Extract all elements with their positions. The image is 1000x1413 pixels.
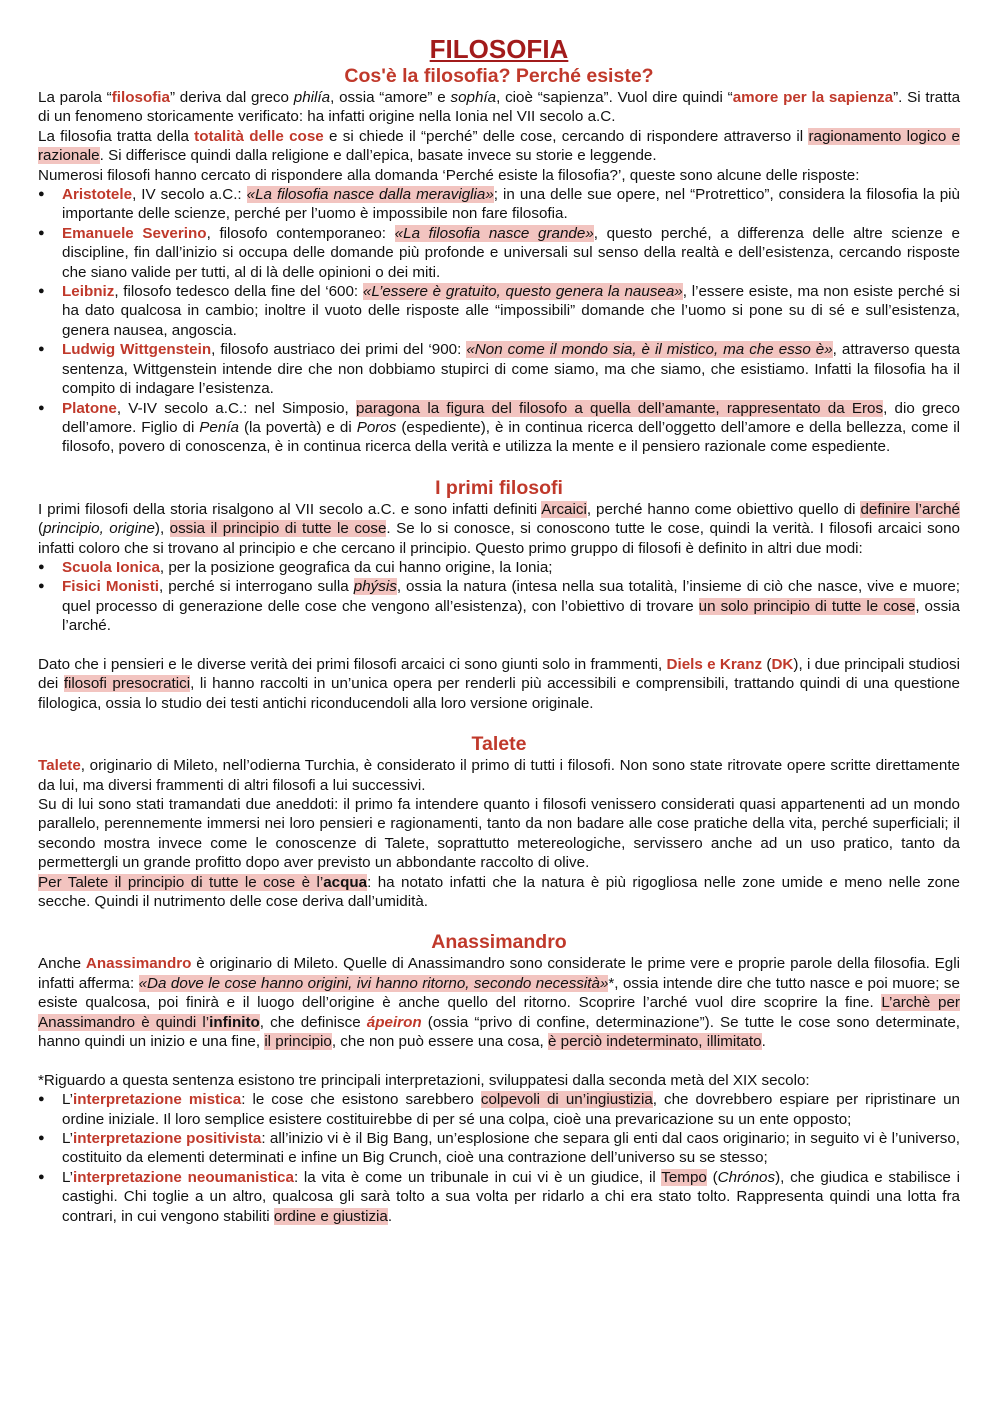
list-item-interpretazione-mistica: ● L’interpretazione mistica: le cose che esistono sarebbero colpevoli di un’ingiustizia, che dovrebbero espiare per ripristinare un ordine iniziale. Il loro semplice esistere costituirebbe di per sé una colpa, cioè una prevaricazione su un ente opposto; <box>38 1090 960 1129</box>
paragraph-talete-intro: Talete, originario di Mileto, nell’odierna Turchia, è considerato il primo di tutti i filosofi. Non sono state ritrovate opere scritte direttamente da lui, ma diversi frammenti di altri filosofi a lui successivi. <box>38 757 960 794</box>
list-item-interpretazione-positivista: ● L’interpretazione positivista: all’inizio vi è il Big Bang, un’esplosione che separa gli enti dal caos originario; in seguito vi è l’universo, costituito da elementi determinati e infine un Big Crunch, cioè una contrazione dell’universo su se stesso; <box>38 1129 960 1168</box>
list-item-interpretazione-neoumanistica: ● L’interpretazione neoumanistica: la vita è come un tribunale in cui vi è un giudice, il Tempo (Chrónos), che giudica e stabilisce i castighi. Chi toglie a un altro, qualcosa gli sarà tolto a sua volta per ridarlo a chi era stato tolto. Rappresenta quindi una lotta fra contrari, in cui vengono stabiliti ordine e giustizia. <box>38 1168 960 1226</box>
list-item-fisici-monisti: ● Fisici Monisti, perché si interrogano sulla phýsis, ossia la natura (intesa nella sua totalità, l’insieme di ciò che nasce, vive e muore; quel processo di generazione delle cose che vengono all’esistenza), con l’obiettivo di trovare un solo principio di tutte le cose, ossia l’arché. <box>38 577 960 635</box>
paragraph-interpretations-intro: *Riguardo a questa sentenza esistono tre principali interpretazioni, sviluppatesi dalla seconda metà del XIX secolo: <box>38 1071 810 1089</box>
philosophers-answers-list <box>38 185 960 457</box>
paragraph-diels-kranz: Dato che i pensieri e le diverse verità dei primi filosofi arcaici ci sono giunti solo in frammenti, Diels e Kranz (DK), i due principali studiosi dei filosofi presocratici, li hanno raccolti in un’unica opera per renderli più accessibili e comprensibili, trattando quindi di una questione filologica, ossia lo studio dei testi antichi riconducendoli alla loro versione originale. <box>38 655 960 712</box>
paragraph-etymology: La parola “filosofia” deriva dal greco philía, ossia “amore” e sophía, cioè “sapienza”. Vuol dire quindi “amore per la sapienza”. Si tratta di un fenomeno storicamente verificato: ha infatti origine nella Ionia nel VII secolo a.C. <box>38 89 961 126</box>
list-item-wittgenstein: ● Ludwig Wittgenstein, filosofo austriaco dei primi del ‘900: «Non come il mondo sia, è il mistico, ma che esso è», attraverso questa sentenza, Wittgenstein intende dire che non dobbiamo stupirci di come siamo, ma che siamo, che esistiamo. Infatti la filosofia ha il compito di indagare l’esistenza. <box>38 340 960 398</box>
list-item-severino: ● Emanuele Severino, filosofo contemporaneo: «La filosofia nasce grande», questo perché, a differenza delle altre scienze e discipline, fin dall’inizio si occupa delle domande più profonde e universali sul senso della realtà e dell’esistenza, cercando risposte che siano valide per tutti, al di là delle opinioni o dei miti. <box>38 224 960 282</box>
section-heading-anassimandro: Anassimandro <box>431 931 567 954</box>
section-heading-talete: Talete <box>471 733 527 756</box>
archaic-groups-list <box>38 558 960 636</box>
section-heading-first-philosophers: I primi filosofi <box>435 476 563 499</box>
paragraph-talete-water: Per Talete il principio di tutte le cose è l’acqua: ha notato infatti che la natura è più rigogliosa nelle zone umide e meno nelle zone secche. Quindi il nutrimento delle cose deriva dall’umidità. <box>38 873 961 911</box>
document-title: FILOSOFIA <box>429 34 569 64</box>
list-item-platone: ● Platone, V-IV secolo a.C.: nel Simposio, paragona la figura del filosofo a quella dell’amante, rappresentato da Eros, dio greco dell’amore. Figlio di Penía (la povertà) e di Poros (espediente), è in continua ricerca dell’oggetto dell’amore e della bellezza, come il filosofo, povero di conoscenza, è in continua ricerca della verità e utilizza la mente e il pensiero razionale come espediente. <box>38 399 960 457</box>
list-item-leibniz: ● Leibniz, filosofo tedesco della fine del ‘600: «L’essere è gratuito, questo genera la nausea», l’essere esiste, ma non esiste perché si ha dato qualcosa in cambio; inoltre il vuoto delle risposte alle “impossibili” domande che l’uomo si pone su di sé e sull’esistenza, genera nausea, angoscia. <box>38 282 960 340</box>
section-heading-what-is-philosophy: Cos'è la filosofia? Perché esiste? <box>344 65 654 87</box>
list-item-scuola-ionica: ● Scuola Ionica, per la posizione geografica da cui hanno origine, la Ionia; <box>38 558 960 577</box>
paragraph-archaic: I primi filosofi della storia risalgono al VII secolo a.C. e sono infatti definiti Arcaici, perché hanno come obiettivo quello di definire l’arché (principio, origine), ossia il principio di tutte le cose. Se lo si conosce, si conoscono tutte le cose, quindi la verità. I filosofi arcaici sono infatti coloro che si trovano al principio e che cercano il principio. Questo primo gruppo di filosofi è definito in altri due modi: <box>38 500 961 557</box>
list-item-aristotele: ● Aristotele, IV secolo a.C.: «La filosofia nasce dalla meraviglia»; in una delle sue opere, nel “Protrettico”, considera la filosofia la più importante delle scienze, perché per l’uomo è impossibile non fare filosofia. <box>38 185 960 224</box>
paragraph-talete-anecdotes: Su di lui sono stati tramandati due aneddoti: il primo fa intendere quanto i filosofi venissero considerati quasi appartenenti ad un mondo parallelo, perennemente immersi nei loro pensieri e ragionamenti, tanto da non badare alle cose pratiche della vita, perché superficiali; il secondo mostra invece come le conoscenze di Talete, soprattutto metereologiche, servissero anche ad un uso pratico, tanto da permettergli un grande profitto dopo aver previsto un abbondante raccolto di olive. <box>38 795 960 872</box>
paragraph-totality: La filosofia tratta della totalità delle cose e si chiede il “perché” delle cose, cercando di rispondere attraverso il ragionamento logico e razionale. Si differisce quindi dalla religione e dall’epica, basate invece su storie e leggende. <box>38 127 960 165</box>
document-page <box>38 34 960 1226</box>
paragraph-intro-answers: Numerosi filosofi hanno cercato di rispondere alla domanda ‘Perché esiste la filosofia?’, queste sono alcune delle risposte: <box>38 166 860 184</box>
interpretations-list <box>38 1090 960 1226</box>
paragraph-anassimandro: Anche Anassimandro è originario di Mileto. Quelle di Anassimandro sono considerate le prime vere e proprie parole della filosofia. Egli infatti afferma: «Da dove le cose hanno origini, ivi hanno ritorno, secondo necessità»*, ossia intende dire che tutto nasce e poi muore; se esiste qualcosa, poi finirà e il luogo dell’origine è anche quello del ritorno. Scoprire l’arché vuol dire scoprire la fine. L’archè per Anassimandro è quindi l’infinito, che definisce ápeiron (ossia “privo di confine, determinazione”). Se tutte le cose sono determinate, hanno quindi un inizio e una fine, il principio, che non può essere una cosa, è perciò indeterminato, illimitato. <box>38 955 961 1051</box>
